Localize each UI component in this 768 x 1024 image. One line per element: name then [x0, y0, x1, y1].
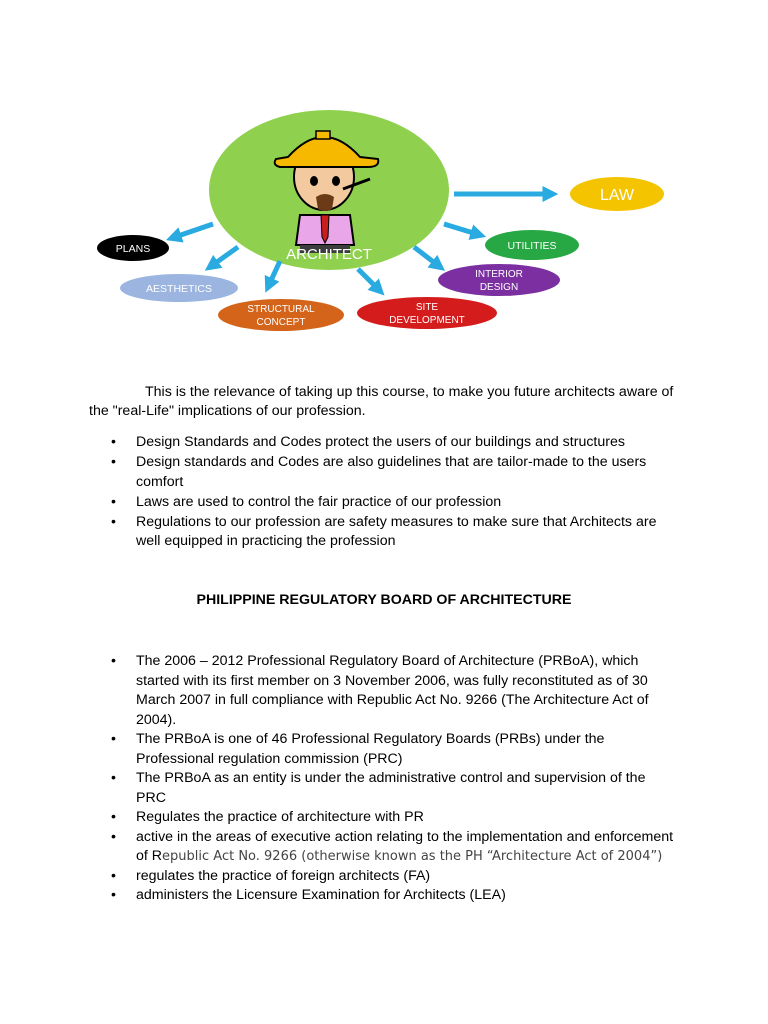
interior-label-1: INTERIOR: [475, 269, 523, 280]
list-item: • administers the Licensure Examination for Architects (LEA): [89, 886, 679, 906]
list-item: • Laws are used to control the fair practice of our profession: [89, 493, 679, 513]
section-heading: PHILIPPINE REGULATORY BOARD OF ARCHITECTURE: [196, 592, 572, 608]
list-item: • Regulates the practice of architecture with PR: [89, 808, 679, 828]
arrow-to-plans: [172, 224, 213, 238]
arrow-to-structural: [268, 261, 280, 287]
list-item: • Design standards and Codes are also guidelines that are tailor-made to the users comfort: [89, 453, 679, 492]
arrow-to-utilities: [444, 224, 480, 235]
site-label-1: SITE: [415, 302, 439, 313]
architect-diagram: [88, 97, 680, 359]
list-item: [89, 828, 679, 867]
structural-label-2: CONCEPT: [256, 317, 306, 328]
list-item: • The PRBoA as an entity is under the administrative control and supervision of the PRC: [89, 769, 679, 808]
plans-label: PLANS: [115, 243, 151, 255]
intro-text: This is the relevance of taking up this course, to make you future architects aware of the "real-Life" implications of our profession.: [89, 384, 674, 419]
list-item: • The PRBoA is one of 46 Professional Regulatory Boards (PRBs) under the Professional regulation commission (PRC): [89, 730, 679, 769]
enforcement-text: active in the areas of executive action relating to the implementation and enforcement of R: [136, 828, 674, 864]
prboa-bullet-list: [89, 652, 679, 906]
list-item: • regulates the practice of foreign architects (FA): [89, 867, 679, 887]
list-item: • The 2006 – 2012 Professional Regulatory Board of Architecture (PRBoA), which started with its first member on 3 November 2006, was fully reconstituted as of 30 March 2007 in full compliance with Republic Act No. 9266 (The Architecture Act of 2004).: [89, 652, 679, 730]
list-item: • Regulations to our profession are safety measures to make sure that Architects are well equipped in practicing the profession: [89, 513, 679, 552]
aesthetics-label: AESTHETICS: [146, 283, 212, 295]
utilities-label: UTILITIES: [507, 240, 557, 252]
interior-label-2: DESIGN: [479, 282, 519, 293]
site-label-2: DEVELOPMENT: [389, 315, 465, 326]
list-item: • Design Standards and Codes protect the users of our buildings and structures: [89, 433, 679, 453]
enforcement-act-text: epublic Act No. 9266 (otherwise known as the PH “Architecture Act of 2004”): [162, 849, 663, 864]
structural-label-1: STRUCTURAL: [247, 304, 315, 315]
arrow-to-site: [358, 269, 380, 291]
purpose-bullet-list: [89, 433, 679, 552]
intro-paragraph: [89, 383, 679, 421]
arrow-to-interior: [414, 247, 440, 267]
law-label: LAW: [599, 187, 635, 204]
arrow-to-aesthetics: [210, 247, 238, 267]
center-label: ARCHITECT: [286, 246, 372, 263]
